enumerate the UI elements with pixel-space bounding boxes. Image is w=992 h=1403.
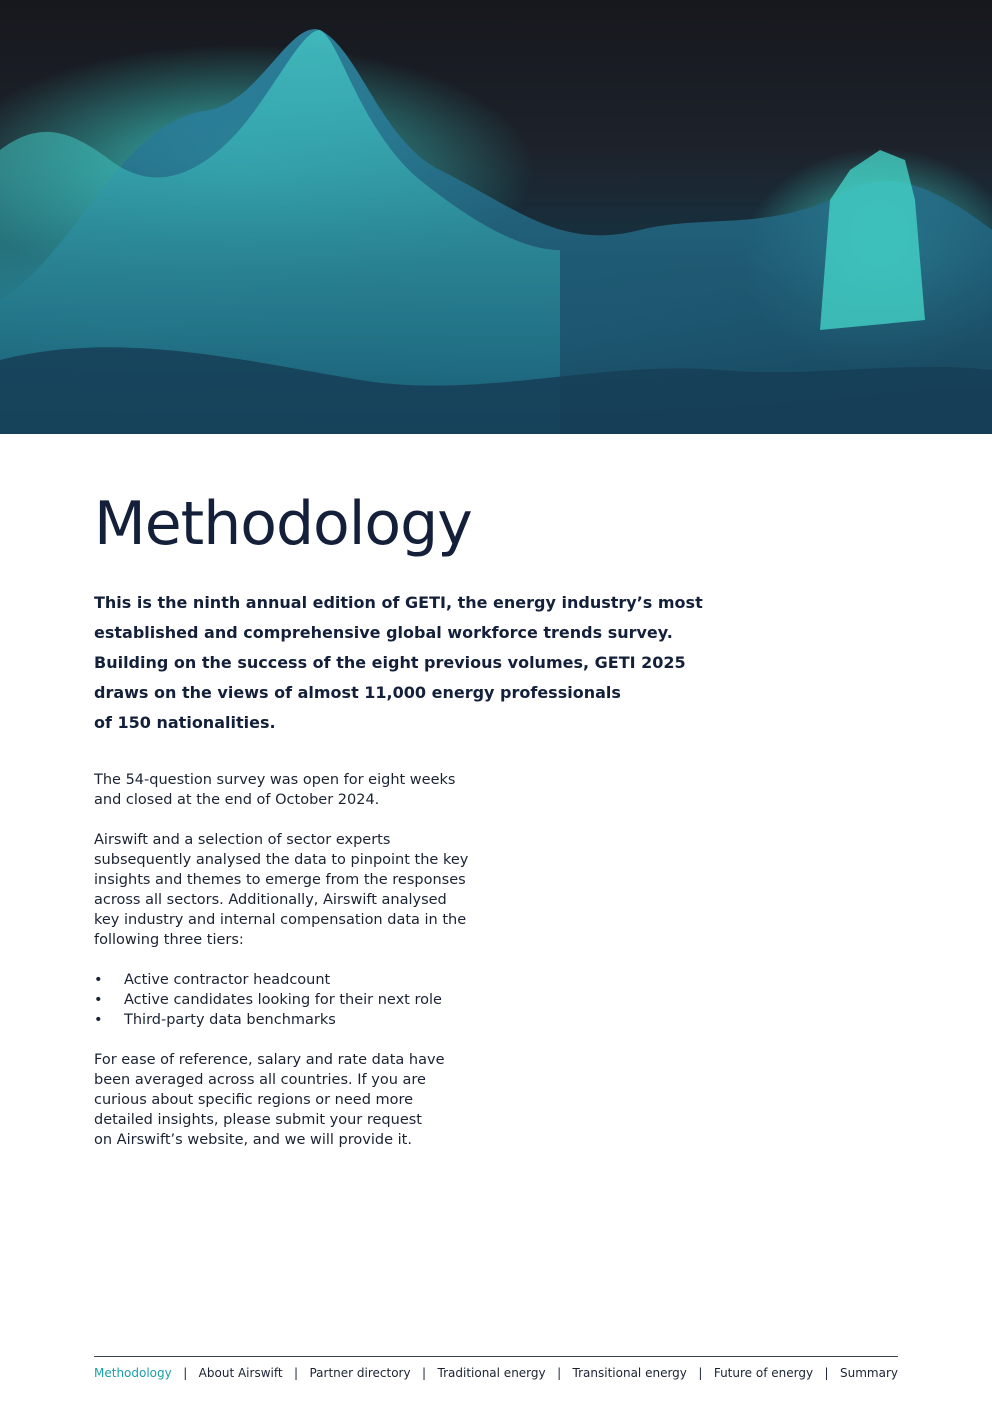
paragraph-line: curious about specific regions or need more — [94, 1092, 414, 1108]
paragraph-line: Airswift and a selection of sector experts — [94, 832, 391, 848]
paragraph-line: across all sectors. Additionally, Airswift analysed — [94, 892, 447, 908]
paragraph-line: insights and themes to emerge from the responses — [94, 872, 466, 888]
footer-link-summary[interactable]: Summary — [839, 1366, 898, 1380]
list-item — [94, 1010, 442, 1030]
footer-link-future-of-energy[interactable]: Future of energy — [713, 1366, 814, 1380]
survey-paragraph — [94, 770, 514, 810]
list-item — [94, 970, 442, 990]
paragraph-line: following three tiers: — [94, 932, 244, 948]
paragraph-line: been averaged across all countries. If you are — [94, 1072, 426, 1088]
footer-divider — [94, 1356, 898, 1357]
page-title: Methodology — [94, 489, 472, 559]
paragraph-line: For ease of reference, salary and rate data have — [94, 1052, 445, 1068]
list-item — [94, 990, 442, 1010]
list-item-label: Active contractor headcount — [124, 972, 331, 988]
tiers-list — [94, 970, 442, 1030]
paragraph-line: subsequently analysed the data to pinpoint the key — [94, 852, 469, 868]
reference-paragraph — [94, 1050, 514, 1150]
paragraph-line: detailed insights, please submit your request — [94, 1112, 422, 1128]
footer-separator: | — [824, 1366, 829, 1380]
hero-particle-landscape — [0, 0, 992, 434]
footer-link-methodology[interactable]: Methodology — [94, 1366, 172, 1380]
bullet-icon: • — [94, 992, 103, 1008]
bullet-icon: • — [94, 1012, 103, 1028]
footer-link-traditional-energy[interactable]: Traditional energy — [437, 1366, 546, 1380]
paragraph-line: key industry and internal compensation data in the — [94, 912, 467, 928]
intro-line: draws on the views of almost 11,000 energy professionals — [94, 683, 621, 702]
footer-link-partner-directory[interactable]: Partner directory — [309, 1366, 411, 1380]
list-item-label: Third-party data benchmarks — [124, 1012, 336, 1028]
paragraph-line: and closed at the end of October 2024. — [94, 792, 380, 808]
footer-link-about-airswift[interactable]: About Airswift — [198, 1366, 283, 1380]
intro-paragraph — [94, 588, 714, 738]
footer-separator: | — [557, 1366, 562, 1380]
footer-separator: | — [183, 1366, 188, 1380]
intro-line: of 150 nationalities. — [94, 713, 276, 732]
footer-separator: | — [422, 1366, 427, 1380]
intro-line: Building on the success of the eight previous volumes, GETI 2025 — [94, 653, 686, 672]
intro-line: established and comprehensive global workforce trends survey. — [94, 623, 673, 642]
paragraph-line: The 54-question survey was open for eight weeks — [94, 772, 456, 788]
hero-image — [0, 0, 992, 434]
footer-nav — [94, 1366, 898, 1380]
footer-separator: | — [294, 1366, 299, 1380]
intro-line: This is the ninth annual edition of GETI, the energy industry’s most — [94, 593, 703, 612]
bullet-icon: • — [94, 972, 103, 988]
analysis-paragraph — [94, 830, 514, 950]
list-item-label: Active candidates looking for their next role — [124, 992, 442, 1008]
footer-link-transitional-energy[interactable]: Transitional energy — [572, 1366, 687, 1380]
footer-separator: | — [698, 1366, 703, 1380]
paragraph-line: on Airswift’s website, and we will provide it. — [94, 1132, 412, 1148]
